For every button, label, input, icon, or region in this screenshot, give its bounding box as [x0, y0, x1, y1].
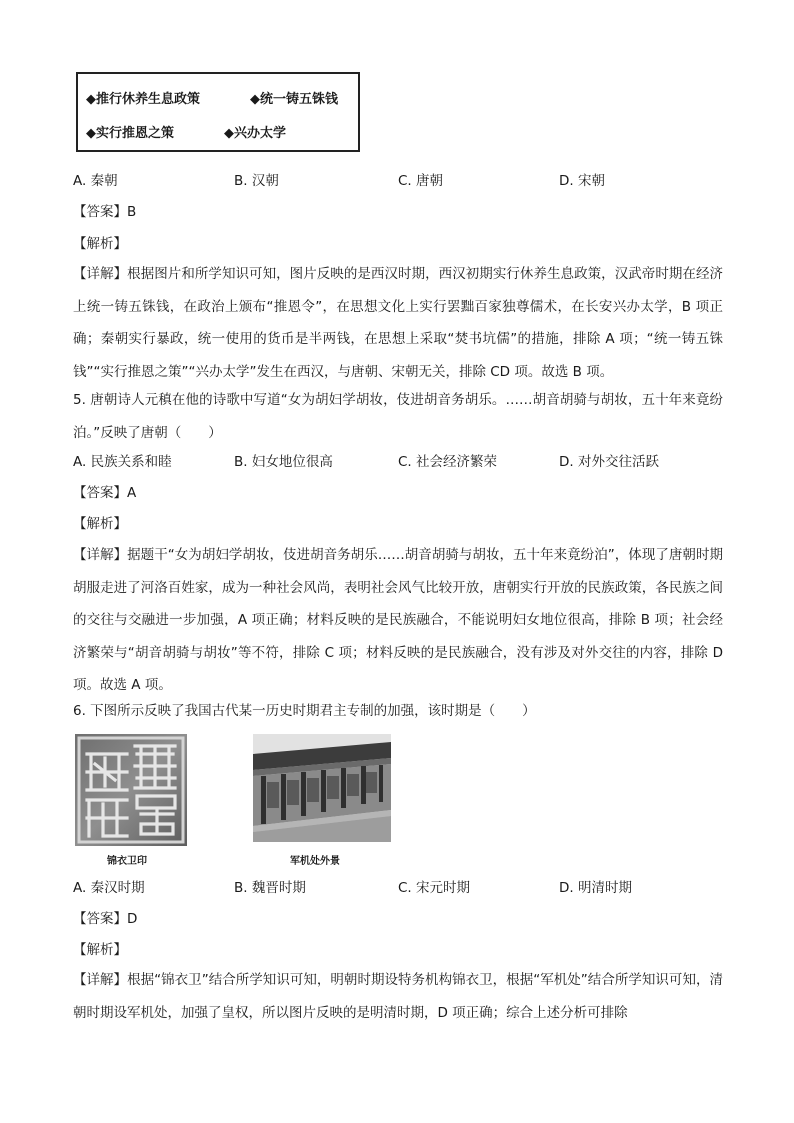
- answer-line: 【答案】B: [73, 204, 137, 220]
- box-item: ◆兴办太学: [224, 126, 286, 141]
- question-stem: 5. 唐朝诗人元稹在他的诗歌中写道“女为胡妇学胡妆，伎进胡音务胡乐。……胡音胡骑与胡妆，五十年来竟纷泊。”反映了唐朝（ ）: [73, 392, 723, 441]
- box-item: ◆推行休养生息政策: [86, 92, 200, 107]
- seal-image: [75, 734, 187, 846]
- box-item: ◆统一铸五铢钱: [250, 92, 338, 107]
- option-c: C. 唐朝: [398, 173, 444, 189]
- answer-line: 【答案】D: [73, 911, 138, 927]
- option-b: B. 汉朝: [234, 173, 279, 189]
- analysis-heading: 【解析】: [73, 942, 127, 958]
- option-a: A. 秦朝: [73, 173, 118, 189]
- detail-paragraph: 【详解】根据“锦衣卫”结合所学知识可知，明朝时期设特务机构锦衣卫，根据“军机处”结合所学知识可知，清朝时期设军机处，加强了皇权，所以图片反映的是明清时期，D 项正确；综合上述分析可排除: [73, 972, 723, 1021]
- building-image: [253, 734, 391, 842]
- box-item: ◆实行推恩之策: [86, 126, 174, 141]
- option-b: B. 魏晋时期: [234, 880, 306, 896]
- option-d: D. 宋朝: [559, 173, 605, 189]
- option-d: D. 对外交往活跃: [559, 454, 659, 470]
- building-illustration: [253, 734, 391, 842]
- analysis-label: 解析: [86, 236, 114, 252]
- analysis-label: 解析: [86, 942, 114, 958]
- analysis-label: 解析: [86, 516, 114, 532]
- analysis-heading: 【解析】: [73, 236, 127, 252]
- option-a: A. 秦汉时期: [73, 880, 145, 896]
- question-stem: 6. 下图所示反映了我国古代某一历史时期君主专制的加强，该时期是（ ）: [73, 703, 536, 719]
- option-c: C. 社会经济繁荣: [398, 454, 498, 470]
- analysis-heading: 【解析】: [73, 516, 127, 532]
- option-d: D. 明清时期: [559, 880, 632, 896]
- detail-paragraph: 【详解】根据图片和所学知识可知，图片反映的是西汉时期，西汉初期实行休养生息政策，汉武帝时期在经济上统一铸五铢钱，在政治上颁布“推恩令”，在思想文化上实行罢黜百家独尊儒术，在长安兴办太学，B 项正确；秦朝实行暴政，统一使用的货币是半两钱，在思想上采取“焚书坑儒”的措施，排除 A 项；“统一铸五铢钱”“实行推恩之策”“兴办太学”发生在西汉，与唐朝、宋朝无关，排除 CD 项。故选 B 项。: [73, 266, 723, 380]
- seal-illustration: [75, 734, 187, 846]
- material-box: [76, 72, 360, 152]
- seal-caption: 锦衣卫印: [107, 856, 147, 867]
- detail-paragraph: 【详解】据题干“女为胡妇学胡妆，伎进胡音务胡乐……胡音胡骑与胡妆，五十年来竟纷泊”，体现了唐朝时期胡服走进了河洛百姓家，成为一种社会风尚，表明社会风气比较开放，唐朝实行开放的民族政策，各民族之间的交往与交融进一步加强，A 项正确；材料反映的是民族融合，不能说明妇女地位很高，排除 B 项；社会经济繁荣与“胡音胡骑与胡妆”等不符，排除 C 项；材料反映的是民族融合，没有涉及对外交往的内容，排除 D 项。故选 A 项。: [73, 547, 723, 693]
- option-b: B. 妇女地位很高: [234, 454, 333, 470]
- option-c: C. 宋元时期: [398, 880, 471, 896]
- building-caption: 军机处外景: [290, 856, 340, 867]
- option-a: A. 民族关系和睦: [73, 454, 172, 470]
- answer-line: 【答案】A: [73, 485, 137, 501]
